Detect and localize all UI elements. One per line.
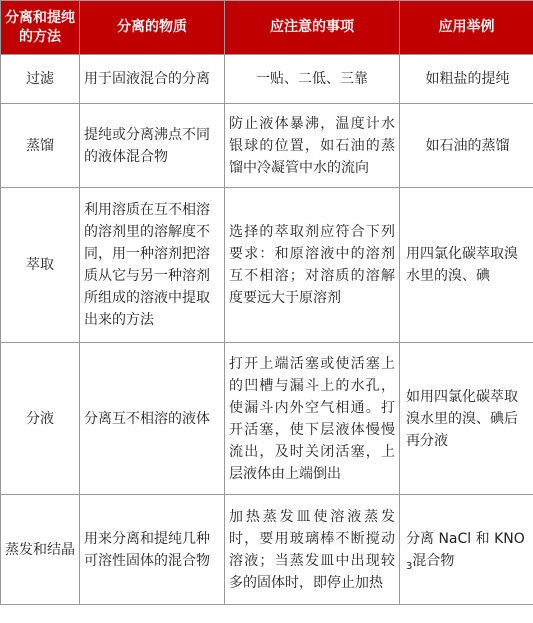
notes-cell: 打开上端活塞或使活塞上的凹槽与漏斗上的水孔，使漏斗内外空气相通。打开活塞，使下层液体慢慢流出，及时关闭活塞，上层液体由上端倒出: [225, 343, 400, 495]
table-header: [1, 1, 533, 55]
table-body: [1, 55, 533, 605]
notes-cell: 一贴、二低、三靠: [225, 55, 400, 104]
example-cell: 如粗盐的提纯: [400, 55, 533, 104]
table-row: [1, 55, 533, 104]
header-method: 分离和提纯的方法: [1, 1, 80, 55]
method-cell: 萃取: [1, 188, 80, 343]
substance-cell: 提纯或分离沸点不同的液体混合物: [80, 104, 225, 188]
header-notes: 应注意的事项: [225, 1, 400, 55]
example-subscript: 3: [406, 560, 413, 572]
header-row: [1, 1, 533, 55]
substance-cell: 分离互不相溶的液体: [80, 343, 225, 495]
table-row: [1, 104, 533, 188]
example-cell: [400, 495, 533, 605]
example-suffix: 混合物: [412, 552, 455, 569]
table-row: [1, 188, 533, 343]
substance-cell: 用来分离和提纯几种可溶性固体的混合物: [80, 495, 225, 605]
substance-cell: 用于固液混合的分离: [80, 55, 225, 104]
table-row: [1, 495, 533, 605]
notes-cell: 防止液体暴沸，温度计水银球的位置，如石油的蒸馏中冷凝管中水的流向: [225, 104, 400, 188]
method-cell: 蒸发和结晶: [1, 495, 80, 605]
notes-cell: 选择的萃取剂应符合下列要求：和原溶液中的溶剂互不相溶；对溶质的溶解度要远大于原溶剂: [225, 188, 400, 343]
substance-cell: 利用溶质在互不相溶的溶剂里的溶解度不同，用一种溶剂把溶质从它与另一种溶剂所组成的溶液中提取出来的方法: [80, 188, 225, 343]
example-prefix: 分离 NaCl 和 KNO: [406, 530, 525, 547]
notes-cell: 加热蒸发皿使溶液蒸发时，要用玻璃棒不断搅动溶液；当蒸发皿中出现较多的固体时，即停止加热: [225, 495, 400, 605]
example-cell: 用四氯化碳萃取溴水里的溴、碘: [400, 188, 533, 343]
example-cell: 如用四氯化碳萃取溴水里的溴、碘后再分液: [400, 343, 533, 495]
header-example: 应用举例: [400, 1, 533, 55]
table-row: [1, 343, 533, 495]
method-cell: 分液: [1, 343, 80, 495]
method-cell: 蒸馏: [1, 104, 80, 188]
header-substance: 分离的物质: [80, 1, 225, 55]
example-cell: 如石油的蒸馏: [400, 104, 533, 188]
method-cell: 过滤: [1, 55, 80, 104]
